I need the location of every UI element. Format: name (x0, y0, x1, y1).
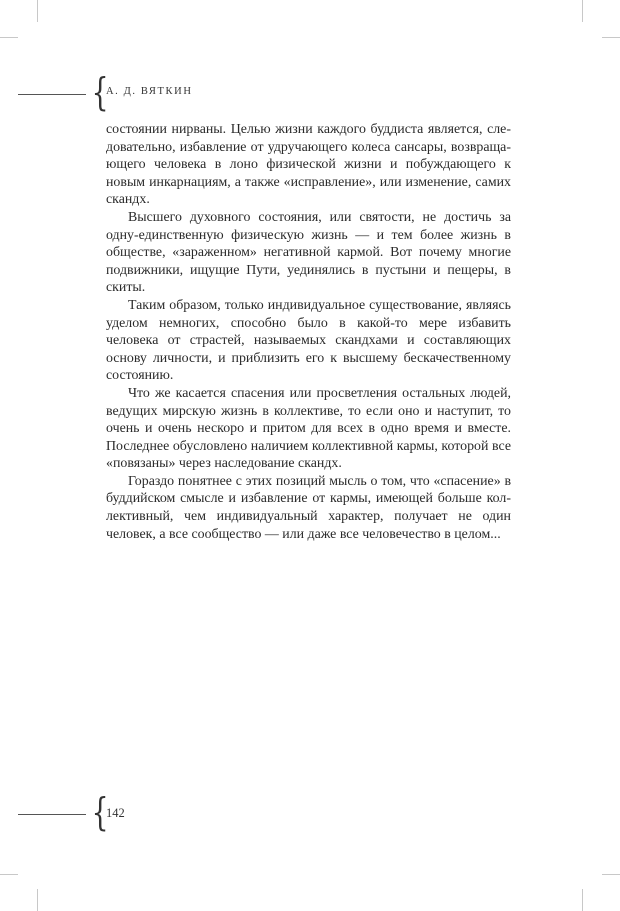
crop-mark-right-bottom (602, 874, 620, 875)
body-text (106, 121, 511, 543)
footer-rule (18, 814, 86, 815)
crop-mark-bottom-right (582, 889, 583, 911)
crop-mark-right-top (602, 37, 620, 38)
crop-mark-left-top (0, 37, 18, 38)
crop-mark-top-right (582, 0, 583, 22)
header-brace-ornament: { (91, 70, 109, 114)
crop-mark-top-left (37, 0, 38, 22)
page-number: 142 (106, 806, 125, 820)
paragraph: Что же касается спасения или просветления остальных людей, ведущих мирскую жизнь в коллективе, то если оно и наступит, то очень и очень нескоро и притом для всех в одно время и вместе. Последнее обусловлено наличием коллективной кармы, которой все «повязаны» через наследование скандх. (106, 385, 511, 472)
crop-mark-bottom-left (37, 889, 38, 911)
paragraph: Высшего духовного состояния, или святости, не достичь за одну-единственную физическую жизнь — и тем более жизнь в обществе, «зараженном» негативной кармой. Вот почему многие подвижники, ищущие Пути, уединялись в пустыни и пещеры, в скиты. (106, 209, 511, 296)
crop-mark-left-bottom (0, 874, 18, 875)
paragraph: состоянии нирваны. Целью жизни каждого буддиста является, следовательно, избавление от удручающего колеса сансары, возвращающего человека в лоно физической жизни и побуждающего к новым инкарнациям, а также «исправление», или изменение, самих скандх. (106, 122, 511, 208)
header-rule (18, 94, 86, 95)
paragraph: Гораздо понятнее с этих позиций мысль о том, что «спасение» в буддийском смысле и избавление от кармы, имеющей больше коллективный, чем индивидуальный характер, получает не один человек, а все сообщество — или даже все человечество в целом... (106, 473, 511, 542)
running-head: А. Д. ВЯТКИН (106, 86, 193, 97)
paragraph: Таким образом, только индивидуальное существование, являясь уделом немногих, способно было в какой-то мере избавить человека от страстей, называемых скандхами и составляющих основу личности, и приблизить его к высшему бескачественному состоянию. (106, 297, 511, 384)
footer-brace-ornament: { (91, 790, 109, 834)
